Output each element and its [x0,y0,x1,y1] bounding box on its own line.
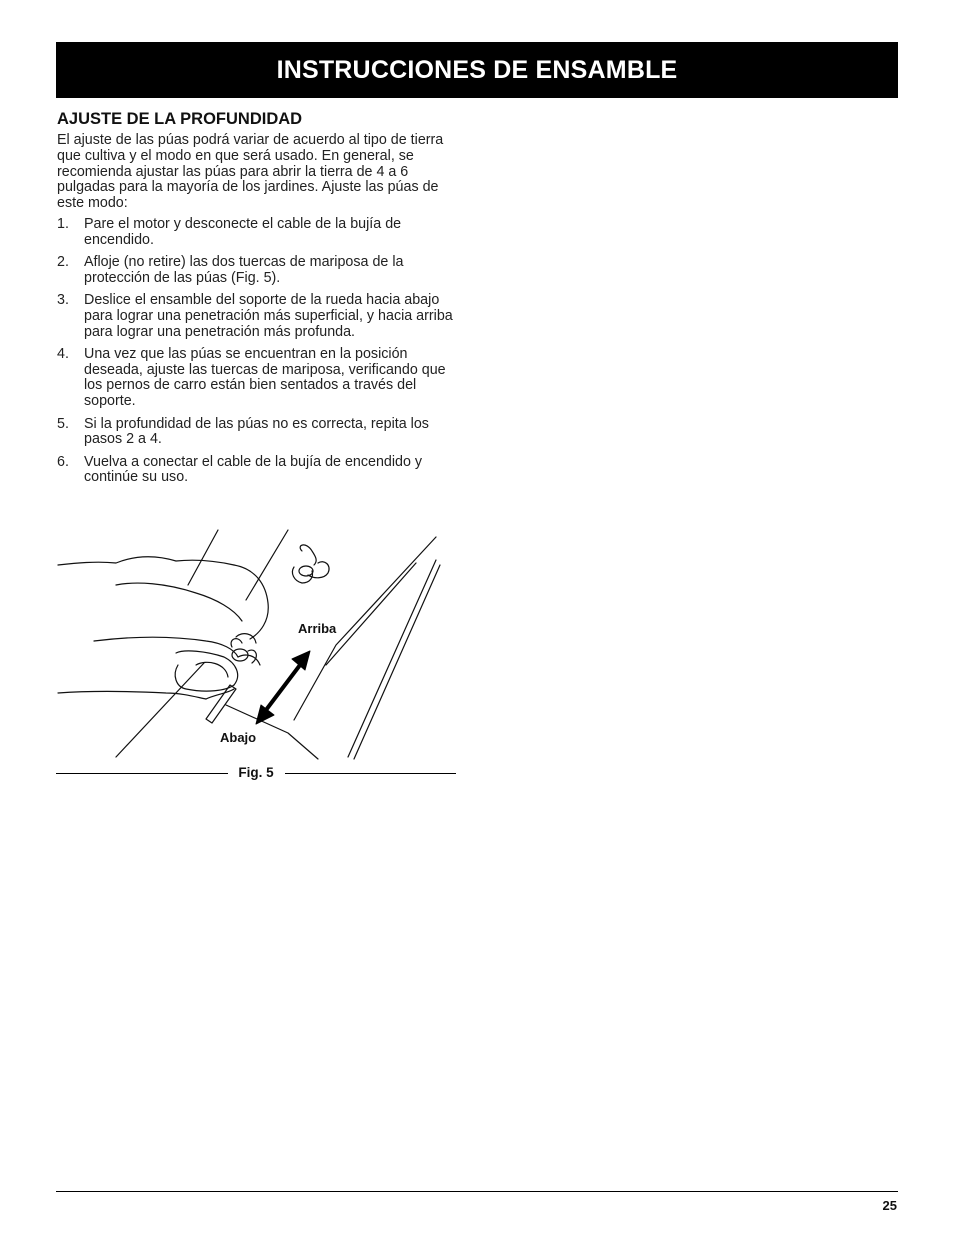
list-item [57,347,457,409]
bracket-line [188,530,218,585]
section-heading: AJUSTE DE LA PROFUNDIDAD [57,110,303,128]
wing-nut-icon [231,639,256,663]
figure-caption: Fig. 5 [238,765,274,780]
list-item [57,255,457,286]
caption-rule-left [56,773,228,774]
step-number: 3. [57,292,69,309]
step-text: Deslice el ensamble del soporte de la rueda hacia abajo para lograr una penetración más superficial, y hacia arriba para lograr una penetración más profunda. [84,292,453,340]
step-text: Vuelva a conectar el cable de la bujía de encendido y continúe su uso. [84,453,423,486]
list-item [57,417,457,448]
page-number: 25 [882,1198,897,1213]
list-item [57,293,457,340]
step-text: Afloje (no retire) las dos tuercas de mariposa de la protección de las púas (Fig. 5). [84,254,404,286]
step-number: 2. [57,254,69,271]
intro-paragraph: El ajuste de las púas podrá variar de acuerdo al tipo de tierra que cultiva y el modo en que será usado. En general, se recomienda ajustar las púas para abrir la tierra de 4 a 6 pulgadas para la mayoría de los jardines. Ajuste las púas de este modo: [57,132,444,212]
figure-illustration [56,525,456,765]
list-item [57,217,457,248]
wing-nut-icon [292,545,329,583]
page-title: INSTRUCCIONES DE ENSAMBLE [276,55,678,84]
up-down-arrow-icon [256,651,310,724]
footer-rule [56,1191,898,1192]
header-banner [56,42,898,98]
step-text: Una vez que las púas se encuentran en la posición deseada, ajuste las tuercas de mariposa, verificando que los pernos de carro están bien sentados a través del soporte. [84,346,446,409]
step-number: 6. [57,453,69,470]
depth-adjustment-illustration [56,525,456,765]
figure-caption-row [56,764,456,782]
caption-rule-right [285,773,456,774]
step-number: 1. [57,216,69,232]
steps-list [57,217,457,493]
list-item [57,455,457,486]
step-text: Si la profundidad de las púas no es correcta, repita los pasos 2 a 4. [84,415,429,448]
step-text: Pare el motor y desconecte el cable de la bujía de encendido. [84,216,402,248]
step-number: 4. [57,346,69,363]
shield-edge-line [354,565,440,759]
bracket-line [246,530,288,600]
label-up: Arriba [298,621,337,636]
hand-illustration [58,557,268,699]
label-down: Abajo [220,730,257,745]
step-number: 5. [57,415,69,432]
bracket-line [116,663,204,757]
